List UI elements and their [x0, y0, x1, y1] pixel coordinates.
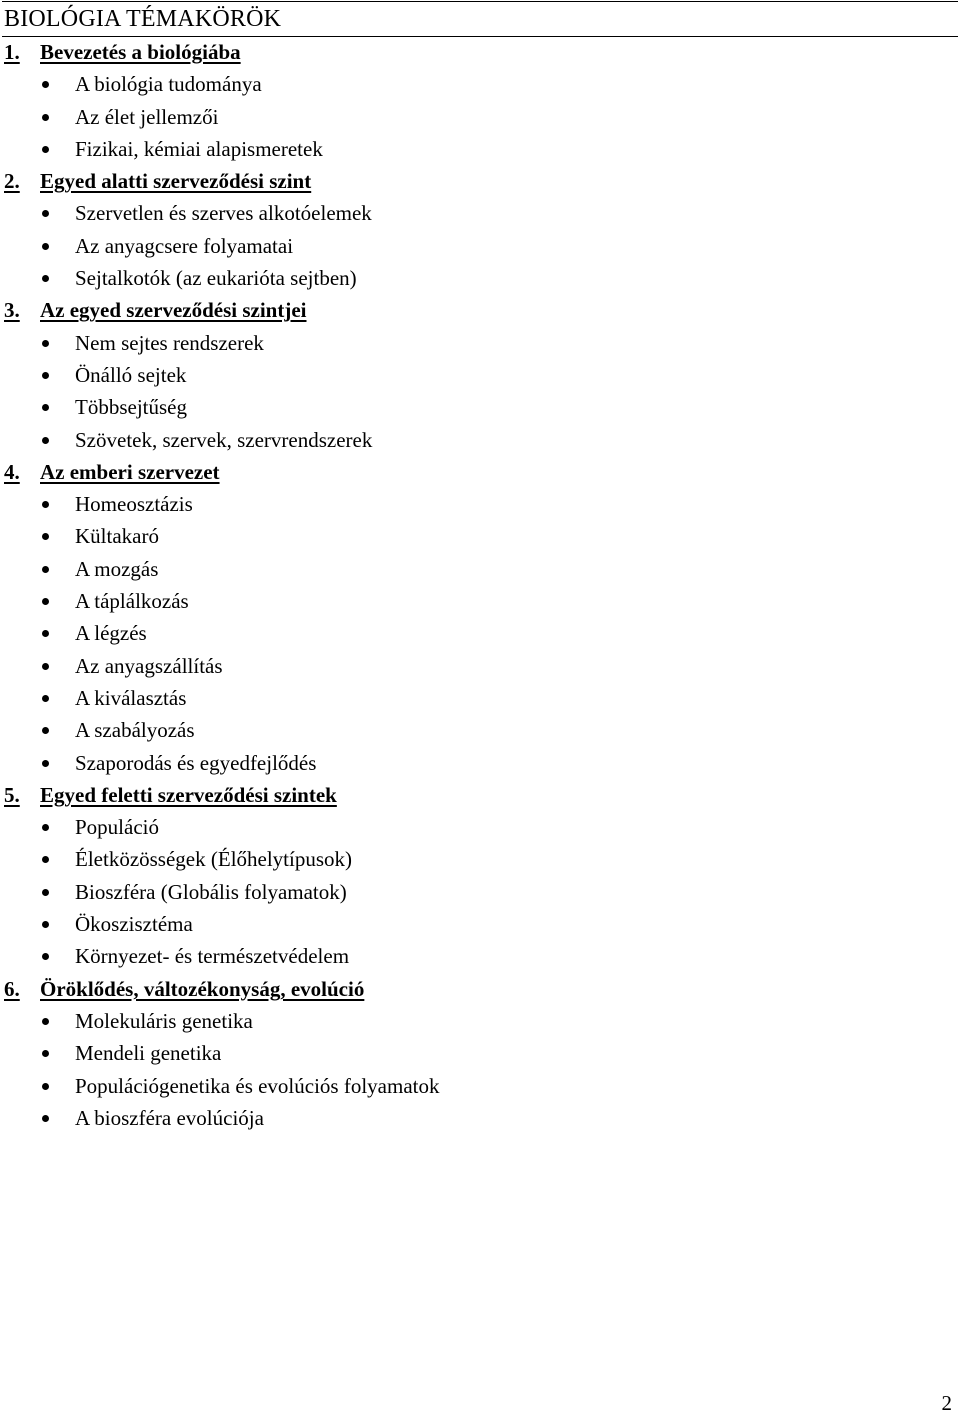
list-item-text: Bioszféra (Globális folyamatok): [75, 879, 347, 904]
section-title: Az emberi szervezet: [40, 459, 220, 484]
list-item-text: Fizikai, kémiai alapismeretek: [75, 136, 323, 161]
list-item-text: Szervetlen és szerves alkotóelemek: [75, 201, 372, 226]
section-title: Az egyed szerveződési szintjei: [40, 298, 307, 323]
section-heading: [0, 973, 960, 1005]
list-item-text: A szabályozás: [75, 718, 195, 743]
list-item-text: Többsejtűség: [75, 395, 187, 420]
bullet-icon: [42, 856, 49, 863]
bullet-icon: [42, 243, 49, 250]
bullet-icon: [42, 824, 49, 831]
list-item: [0, 585, 960, 617]
list-item-text: Molekuláris genetika: [75, 1008, 253, 1033]
list-item-text: A mozgás: [75, 556, 159, 581]
bullet-icon: [42, 501, 49, 508]
list-item-text: Nem sejtes rendszerek: [75, 330, 264, 355]
list-item: [0, 650, 960, 682]
bullet-icon: [42, 1083, 49, 1090]
bullet-icon: [42, 695, 49, 702]
section-title: Öröklődés, változékonyság, evolúció: [40, 976, 365, 1001]
bullet-icon: [42, 437, 49, 444]
section-title: Bevezetés a biológiába: [40, 40, 241, 64]
bullet-icon: [42, 953, 49, 960]
list-item: [0, 811, 960, 843]
bullet-icon: [42, 372, 49, 379]
list-item: [0, 714, 960, 746]
section-number: 6.: [4, 976, 20, 1001]
list-item: [0, 520, 960, 552]
section-title: Egyed alatti szerveződési szint: [40, 169, 312, 194]
list-item-text: Populáció: [75, 815, 159, 840]
list-item: [0, 1102, 960, 1134]
section-number: 5.: [4, 782, 20, 807]
bullet-icon: [42, 114, 49, 121]
page-number: 2: [941, 1391, 952, 1415]
list-item: [0, 1005, 960, 1037]
list-item-text: Szövetek, szervek, szervrendszerek: [75, 427, 373, 452]
bullet-icon: [42, 275, 49, 282]
list-item: [0, 553, 960, 585]
list-item-text: Környezet- és természetvédelem: [75, 944, 350, 969]
bullet-icon: [42, 760, 49, 767]
bullet-icon: [42, 1018, 49, 1025]
list-item-text: Az anyagszállítás: [75, 653, 223, 678]
section-number: 3.: [4, 298, 20, 323]
bullet-icon: [42, 340, 49, 347]
bullet-icon: [42, 598, 49, 605]
list-item-text: Mendeli genetika: [75, 1041, 222, 1066]
list-item: [0, 1037, 960, 1069]
list-item: [0, 68, 960, 100]
list-item: [0, 940, 960, 972]
list-item: [0, 682, 960, 714]
list-item: [0, 133, 960, 165]
bullet-icon: [42, 210, 49, 217]
list-item: [0, 359, 960, 391]
list-item: [0, 908, 960, 940]
bullet-icon: [42, 630, 49, 637]
list-item-text: Sejtalkotók (az eukarióta sejtben): [75, 266, 357, 291]
list-item: [0, 617, 960, 649]
section-heading: [0, 456, 960, 488]
bullet-icon: [42, 921, 49, 928]
list-item: [0, 488, 960, 520]
list-item: [0, 327, 960, 359]
list-item: [0, 101, 960, 133]
list-item: [0, 843, 960, 875]
bullet-icon: [42, 889, 49, 896]
bullet-icon: [42, 1050, 49, 1057]
section-heading: [0, 36, 960, 68]
page-title: BIOLÓGIA TÉMAKÖRÖK: [4, 6, 282, 32]
section-number: 2.: [4, 169, 20, 194]
bullet-icon: [42, 663, 49, 670]
list-item: [0, 262, 960, 294]
list-item: [0, 197, 960, 229]
list-item-text: Önálló sejtek: [75, 362, 187, 387]
bullet-icon: [42, 146, 49, 153]
list-item-text: Homeosztázis: [75, 492, 193, 517]
list-item: [0, 1070, 960, 1102]
list-item-text: Szaporodás és egyedfejlődés: [75, 750, 317, 775]
list-item: [0, 747, 960, 779]
list-item-text: Kültakaró: [75, 524, 159, 549]
bullet-icon: [42, 1115, 49, 1122]
list-item: [0, 391, 960, 423]
list-item-text: A táplálkozás: [75, 589, 189, 614]
list-item: [0, 230, 960, 262]
list-item-text: A kiválasztás: [75, 685, 187, 710]
list-item-text: Életközösségek (Élőhelytípusok): [75, 847, 353, 872]
list-item-text: Populációgenetika és evolúciós folyamatok: [75, 1073, 440, 1098]
bullet-icon: [42, 81, 49, 88]
section-number: 1.: [4, 40, 20, 64]
section-title: Egyed feletti szerveződési szintek: [40, 782, 337, 807]
bullet-icon: [42, 566, 49, 573]
list-item-text: A légzés: [75, 621, 147, 646]
section-number: 4.: [4, 459, 20, 484]
list-item-text: A bioszféra evolúciója: [75, 1105, 264, 1130]
section-heading: [0, 294, 960, 326]
list-item: [0, 424, 960, 456]
top-rule: [2, 1, 958, 2]
list-item: [0, 876, 960, 908]
bullet-icon: [42, 727, 49, 734]
list-item-text: Az anyagcsere folyamatai: [75, 233, 294, 258]
bullet-icon: [42, 533, 49, 540]
list-item-text: Ökoszisztéma: [75, 912, 193, 937]
list-item-text: Az élet jellemzői: [75, 104, 219, 129]
topic-list: [0, 36, 960, 1134]
list-item-text: A biológia tudománya: [75, 72, 262, 97]
section-heading: [0, 165, 960, 197]
section-heading: [0, 779, 960, 811]
bullet-icon: [42, 404, 49, 411]
